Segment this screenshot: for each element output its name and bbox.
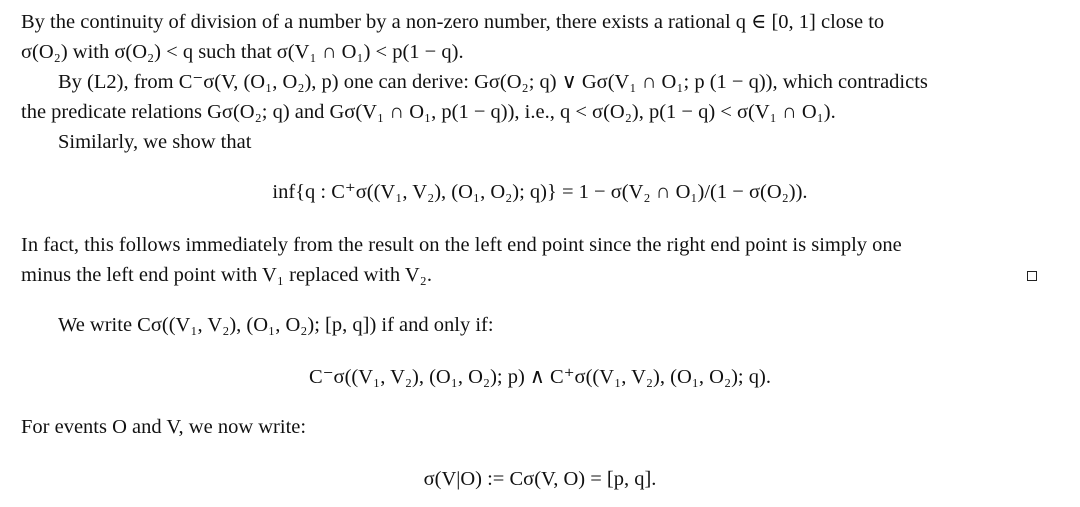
qed-square-icon [1027,271,1037,281]
text-line-2: σ(O₂) with σ(O₂) < q such that σ(V₁ ∩ O₁) < p(1 − q). [21,41,464,63]
text-line-7: minus the left end point with V₁ replaced with V₂. [21,264,432,286]
display-equation-inf: inf{q : C⁺σ((V₁, V₂), (O₁, O₂); q)} = 1 − σ(V₂ ∩ O₁)/(1 − σ(O₂)). [272,181,808,203]
text-line-1: By the continuity of division of a number by a non-zero number, there exists a rational q ∈ [0, 1] close to [21,11,885,33]
display-equation-conditional: σ(V|O) := Cσ(V, O) = [p, q]. [423,468,657,490]
text-line-9: For events O and V, we now write: [21,416,307,438]
display-equation-conjunction: C⁻σ((V₁, V₂), (O₁, O₂); p) ∧ C⁺σ((V₁, V₂), (O₁, O₂); q). [309,366,771,388]
text-line-8: We write Cσ((V₁, V₂), (O₁, O₂); [p, q]) if and only if: [58,314,494,336]
text-line-5: Similarly, we show that [58,131,252,153]
text-line-6: In fact, this follows immediately from the result on the left end point since the right end point is simply one [21,234,902,256]
text-line-4: the predicate relations Gσ(O₂; q) and Gσ(V₁ ∩ O₁, p(1 − q)), i.e., q < σ(O₂), p(1 − q) < σ(V₁ ∩ O₁). [21,101,836,123]
text-line-3: By (L2), from C⁻σ(V, (O₁, O₂), p) one can derive: Gσ(O₂; q) ∨ Gσ(V₁ ∩ O₁; p (1 − q)), which contradicts [58,71,928,93]
